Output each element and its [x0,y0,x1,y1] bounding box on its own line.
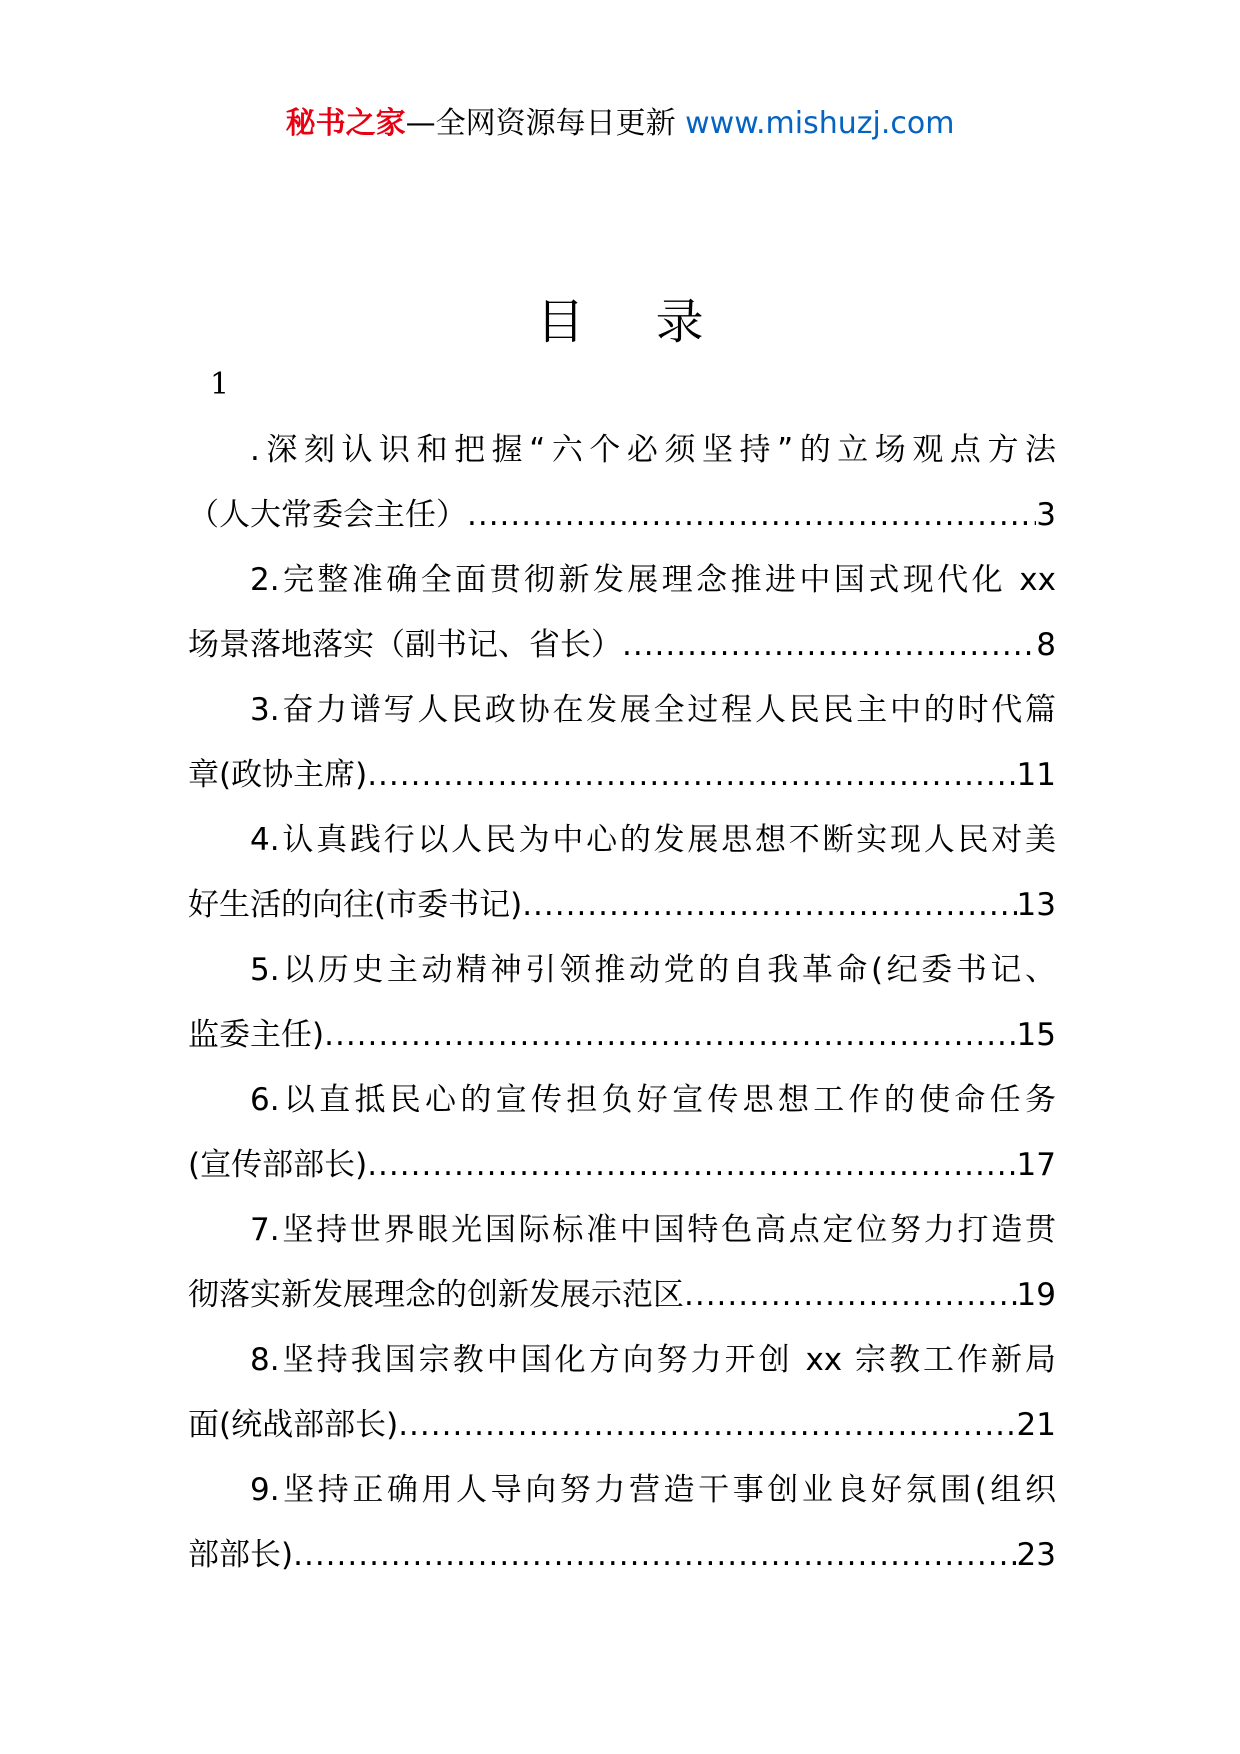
toc-page-number: 15 [1016,1017,1056,1053]
toc-entry-7[interactable] [188,1198,1056,1328]
toc-entry-5[interactable] [188,938,1056,1068]
toc-entry-title-line: (宣传部部长) [188,1147,368,1183]
toc-leader-dots [622,613,1036,678]
toc-page-number: 13 [1016,887,1056,923]
toc-leader-dots [367,743,1016,808]
toc-entry-title-line: 3.奋力谱写人民政协在发展全过程人民民主中的时代篇 [250,692,1056,728]
toc-page-number: 21 [1016,1407,1056,1443]
site-url-link[interactable]: www.mishuzj.com [685,106,955,141]
site-header [0,100,1240,148]
toc-leader-dots [522,873,1016,938]
toc-entry-title-line: 章(政协主席) [188,757,368,793]
page-marker: 1 [210,367,230,402]
header-slogan: —全网资源每日更新 [405,106,686,141]
toc-page-number: 17 [1016,1147,1056,1183]
toc-entry-title-line: .深刻认识和把握“六个必须坚持”的立场观点方法 [250,432,1056,468]
toc-entry-title-line: 面(统战部部长) [188,1407,399,1443]
toc-page-number: 3 [1036,497,1056,533]
toc-page-number: 23 [1016,1537,1056,1573]
toc-entry-title-line: 2.完整准确全面贯彻新发展理念推进中国式现代化 xx [250,562,1056,598]
toc-entry-title-line: 场景落地落实（副书记、省长） [188,627,622,663]
toc-entry-title-line: 6.以直抵民心的宣传担负好宣传思想工作的使命任务 [250,1082,1056,1118]
toc-entry-4[interactable] [188,808,1056,938]
toc-entry-8[interactable] [188,1328,1056,1458]
page-title: 目 录 [536,294,732,350]
toc-entry-1[interactable] [188,418,1056,548]
toc-entry-title-line: 4.认真践行以人民为中心的发展思想不断实现人民对美 [250,822,1056,858]
brand-name: 秘书之家 [285,106,406,141]
toc-leader-dots [293,1523,1016,1588]
toc-entry-title-line: 8.坚持我国宗教中国化方向努力开创 xx 宗教工作新局 [250,1342,1056,1378]
toc-entry-9[interactable] [188,1458,1056,1588]
toc-leader-dots [324,1003,1016,1068]
toc-leader-dots [367,1133,1016,1198]
toc-entry-title-line: 5.以历史主动精神引领推动党的自我革命(纪委书记、 [250,952,1056,988]
toc-page-number: 8 [1036,627,1056,663]
toc-entry-title-line: 彻落实新发展理念的创新发展示范区 [188,1277,684,1313]
toc-entry-title-line: 部部长) [188,1537,294,1573]
table-of-contents [188,418,1056,1588]
toc-leader-dots [684,1263,1017,1328]
toc-entry-6[interactable] [188,1068,1056,1198]
toc-entry-3[interactable] [188,678,1056,808]
toc-leader-dots [467,483,1036,548]
toc-entry-title-line: 监委主任) [188,1017,325,1053]
toc-entry-title-line: 9.坚持正确用人导向努力营造干事创业良好氛围(组织 [250,1472,1056,1508]
toc-page-number: 11 [1016,757,1056,793]
toc-leader-dots [398,1393,1016,1458]
toc-entry-title-line: 7.坚持世界眼光国际标准中国特色高点定位努力打造贯 [250,1212,1056,1248]
toc-entry-title-line: （人大常委会主任） [188,497,467,533]
toc-page-number: 19 [1016,1277,1056,1313]
toc-entry-2[interactable] [188,548,1056,678]
toc-entry-title-line: 好生活的向往(市委书记) [188,887,523,923]
